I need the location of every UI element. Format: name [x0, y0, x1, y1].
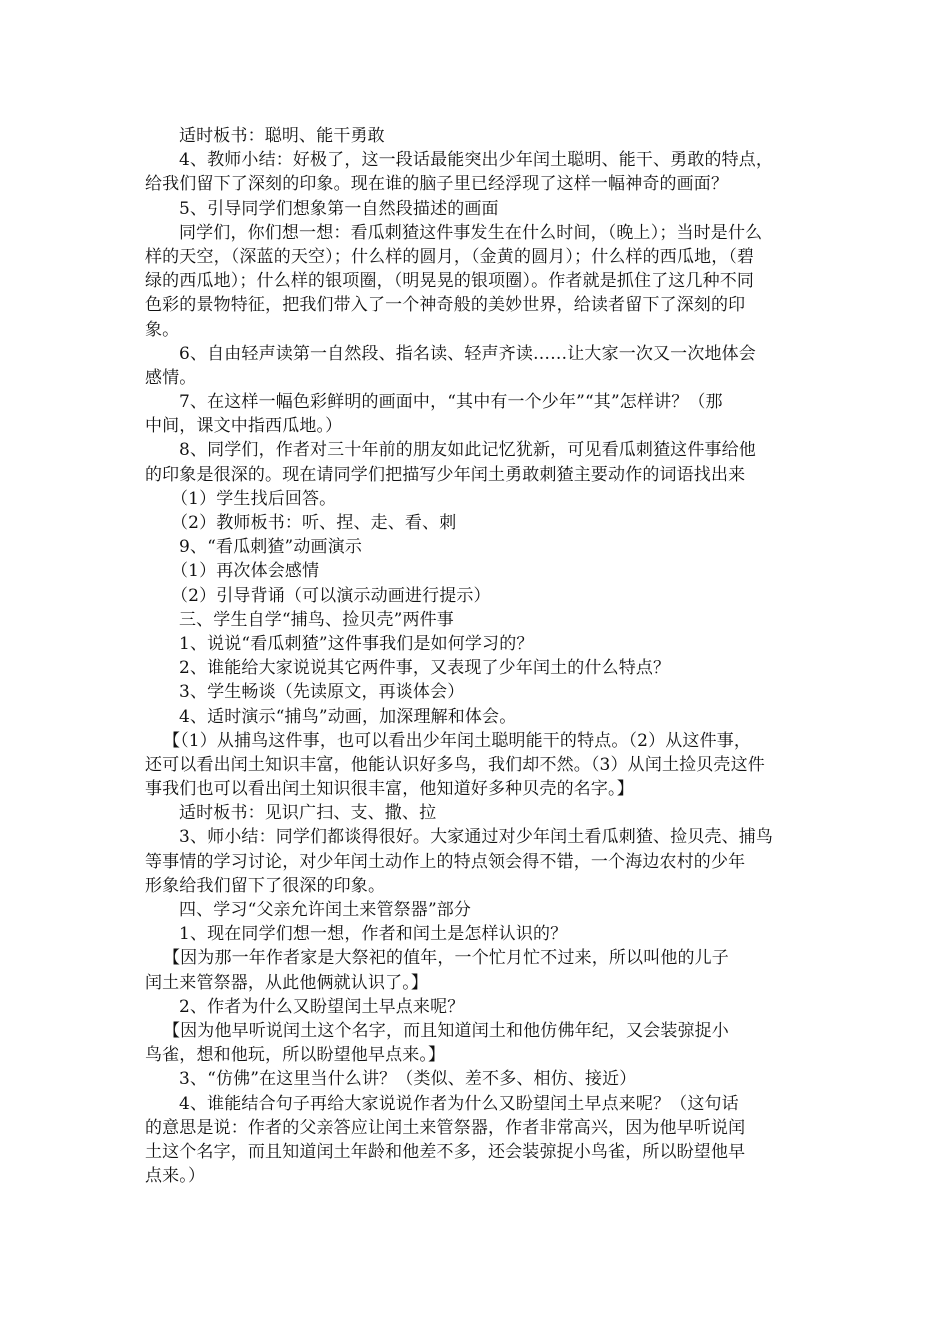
text-line: 6、自由轻声读第一自然段、指名读、轻声齐读……让大家一次又一次地体会 [179, 343, 756, 364]
text-line: 绿的西瓜地）；什么样的银项圈，（明晃晃的银项圈）。作者就是抓住了这几种不同 [145, 271, 755, 292]
text-line: 3、学生畅谈（先读原文，再谈体会） [179, 682, 465, 703]
text-line: （1）再次体会感情 [171, 561, 320, 582]
text-line: 7、在这样一幅色彩鲜明的画面中，“其中有一个少年”“其”怎样讲？（那 [179, 392, 723, 413]
document-body [145, 124, 813, 1188]
text-line: 同学们，你们想一想：看瓜刺猹这件事发生在什么时间，（晚上）；当时是什么 [179, 222, 763, 243]
text-line: 【（1）从捕鸟这件事，也可以看出少年闰土聪明能干的特点。（2）从这件事， [163, 730, 752, 751]
text-line: 3、“仿佛”在这里当什么讲？（类似、差不多、相仿、接近） [179, 1069, 637, 1090]
text-line: 的印象是很深的。现在请同学们把描写少年闰土勇敢刺猹主要动作的词语找出来 [145, 464, 746, 485]
text-line: 闰土来管祭器，从此他俩就认识了。】 [145, 972, 429, 993]
text-line: 三、学生自学“捕鸟、捡贝壳”两件事 [179, 609, 454, 630]
text-line: 等事情的学习讨论，对少年闰土动作上的特点领会得不错，一个海边农村的少年 [145, 851, 746, 872]
text-line: 2、谁能给大家说说其它两件事，又表现了少年闰土的什么特点？ [179, 658, 671, 679]
text-line: 4、谁能结合句子再给大家说说作者为什么又盼望闰土早点来呢？（这句话 [179, 1093, 739, 1114]
text-line: 9、“看瓜刺猹”动画演示 [179, 537, 362, 558]
text-line: 土这个名字，而且知道闰土年龄和他差不多，还会装弶捉小鸟雀，所以盼望他早 [145, 1141, 746, 1162]
text-line: 【因为他早听说闰土这个名字，而且知道闰土和他仿佛年纪，又会装弶捉小 [163, 1020, 729, 1041]
text-line: 给我们留下了深刻的印象。现在谁的脑子里已经浮现了这样一幅神奇的画面？ [145, 174, 729, 195]
text-line: 4、教师小结：好极了，这一段话最能突出少年闰土聪明、能干、勇敢的特点， [179, 150, 774, 171]
text-line: 事我们也可以看出闰土知识很丰富，他知道好多种贝壳的名字。】 [145, 779, 634, 800]
text-line: 象。 [145, 319, 180, 340]
text-line: 5、引导同学们想象第一自然段描述的画面 [179, 198, 499, 219]
text-line: 四、学习“父亲允许闰土来管祭器”部分 [179, 900, 472, 920]
text-line: 适时板书：见识广扫、支、撒、拉 [179, 803, 437, 824]
text-line: 点来。） [145, 1166, 206, 1187]
text-line: 4、适时演示“捕鸟”动画，加深理解和体会。 [179, 706, 517, 727]
text-line: 样的天空，（深蓝的天空）；什么样的圆月，（金黄的圆月）；什么样的西瓜地，（碧 [145, 246, 755, 267]
text-line: 1、现在同学们想一想，作者和闰土是怎样认识的？ [179, 924, 568, 945]
text-line: （2）教师板书：听、捏、走、看、刺 [171, 513, 457, 533]
text-line: 中间，课文中指西瓜地。） [145, 416, 343, 437]
text-line: 2、作者为什么又盼望闰土早点来呢？ [179, 996, 465, 1017]
text-line: 还可以看出闰土知识丰富，他能认识好多鸟，我们却不然。（3）从闰土捡贝壳这件 [145, 754, 765, 775]
text-line: 的意思是说：作者的父亲答应让闰土来管祭器，作者非常高兴，因为他早听说闰 [145, 1117, 746, 1138]
text-line: 鸟雀，想和他玩，所以盼望他早点来。】 [145, 1045, 446, 1066]
text-line: 色彩的景物特征，把我们带入了一个神奇般的美妙世界，给读者留下了深刻的印 [145, 295, 746, 316]
text-line: 3、师小结：同学们都谈得很好。大家通过对少年闰土看瓜刺猹、捡贝壳、捕鸟 [179, 827, 774, 848]
text-line: 形象给我们留下了很深的印象。 [145, 875, 386, 896]
text-line: 感情。 [145, 367, 197, 388]
text-line: 8、同学们，作者对三十年前的朋友如此记忆犹新，可见看瓜刺猹这件事给他 [179, 440, 756, 461]
text-line: （1）学生找后回答。 [171, 488, 337, 509]
text-line: 【因为那一年作者家是大祭祀的值年，一个忙月忙不过来，所以叫他的儿子 [163, 948, 729, 969]
text-line: 适时板书：聪明、能干勇敢 [179, 126, 385, 146]
text-line: 1、说说“看瓜刺猹”这件事我们是如何学习的？ [179, 633, 534, 654]
text-line: （2）引导背诵（可以演示动画进行提示） [171, 585, 491, 606]
